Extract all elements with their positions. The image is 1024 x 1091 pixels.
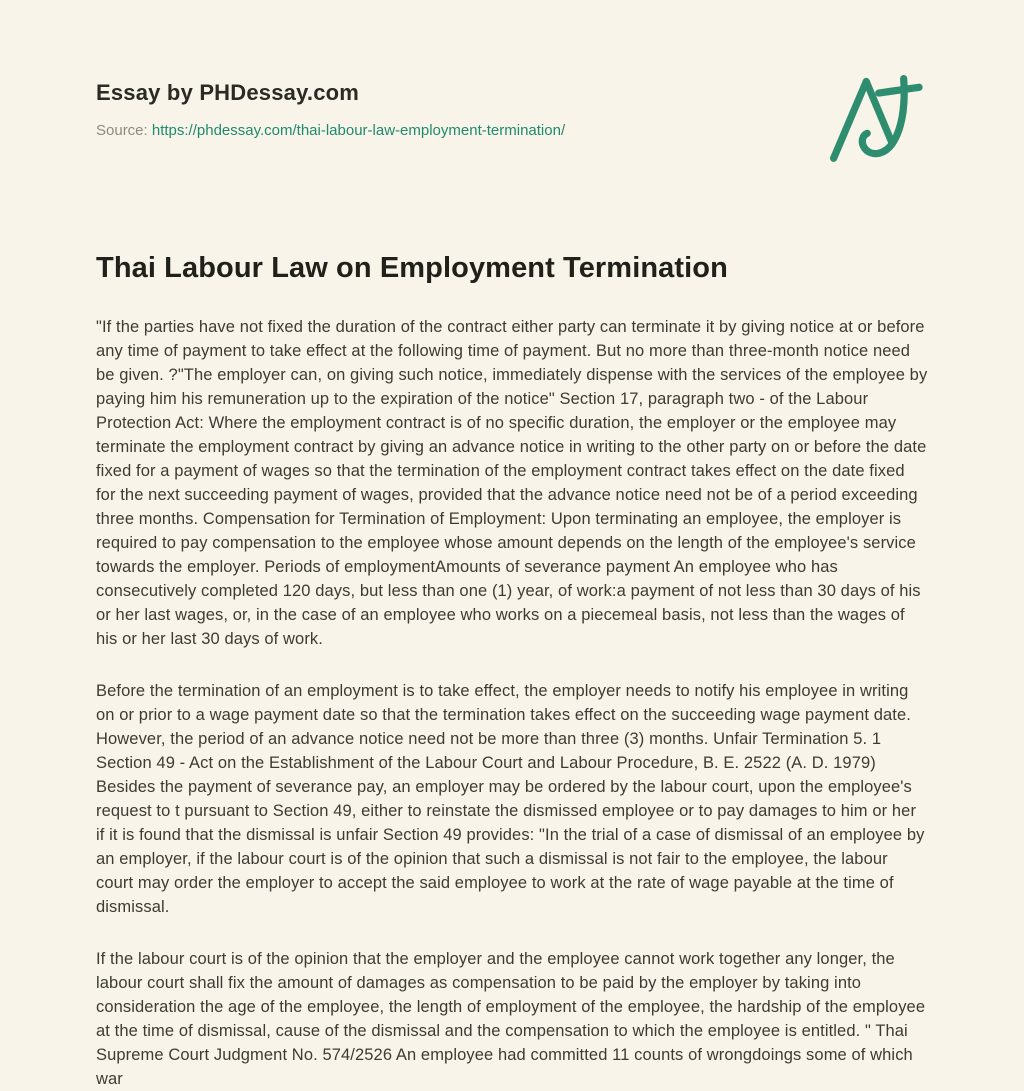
phdessay-logo-icon [818,70,926,166]
essay-paragraph-3: If the labour court is of the opinion that the employer and the employee cannot work together any longer, the labour court shall fix the amount of damages as compensation to be paid by the employer by taking into consideration the age of the employee, the length of employment of the employee, the hardship of the employee at the time of dismissal, cause of the dismissal and the compensation to which the employee is entitled. " Thai Supreme Court Judgment No. 574/2526 An employee had committed 11 counts of wrongdoings some of which war [96,950,926,1088]
source-line [96,122,565,139]
essay-page [96,0,928,1091]
header-text-block [96,74,565,139]
essay-article [96,252,928,1091]
essay-paragraph-2: Before the termination of an employment is to take effect, the employer needs to notify his employee in writing on or prior to a wage payment date so that the termination takes effect on the succeeding wage payment date. However, the period of an advance notice need not be more than three (3) months. Unfair Termination 5. 1 Section 49 - Act on the Establishment of the Labour Court and Labour Procedure, B. E. 2522 (A. D. 1979) Besides the payment of severance pay, an employer may be ordered by the labour court, upon the employee's request to t pursuant to Section 49, either to reinstate the dismissed employee or to pay damages to him or her if it is found that the dismissal is unfair Section 49 provides: "In the trial of a case of dismissal of an employee by an employer, if the labour court is of the opinion that such a dismissal is not fair to the employee, the labour court may order the employer to accept the said employee to work at the rate of wage payable at the time of dismissal. [96,682,925,916]
essay-title: Thai Labour Law on Employment Termination [96,252,728,284]
source-label: Source: [96,122,148,139]
page-header [96,74,928,166]
source-link[interactable]: https://phdessay.com/thai-labour-law-employment-termination/ [151,122,566,139]
brand-title: Essay by PHDessay.com [96,80,360,105]
essay-paragraph-1: "If the parties have not fixed the duration of the contract either party can terminate it by giving notice at or before any time of payment to take effect at the following time of payment. But no more than three-month notice need be given. ?"The employer can, on giving such notice, immediately dispense with the services of the employee by paying him his remuneration up to the expiration of the notice" Section 17, paragraph two - of the Labour Protection Act: Where the employment contract is of no specific duration, the employer or the employee may terminate the employment contract by giving an advance notice in writing to the other party on or before the date fixed for a payment of wages so that the termination of the employment contract takes effect on the date fixed for the next succeeding payment of wages, provided that the advance notice need not be of a period exceeding three months. Compensation for Termination of Employment: Upon terminating an employee, the employer is required to pay compensation to the employee whose amount depends on the length of the employee's service towards the employer. Periods of employmentAmounts of severance payment An employee who has consecutively completed 120 days, but less than one (1) year, of work:a payment of not less than 30 days of his or her last wages, or, in the case of an employee who works on a piecemeal basis, not less than the wages of his or her last 30 days of work. [96,318,928,648]
